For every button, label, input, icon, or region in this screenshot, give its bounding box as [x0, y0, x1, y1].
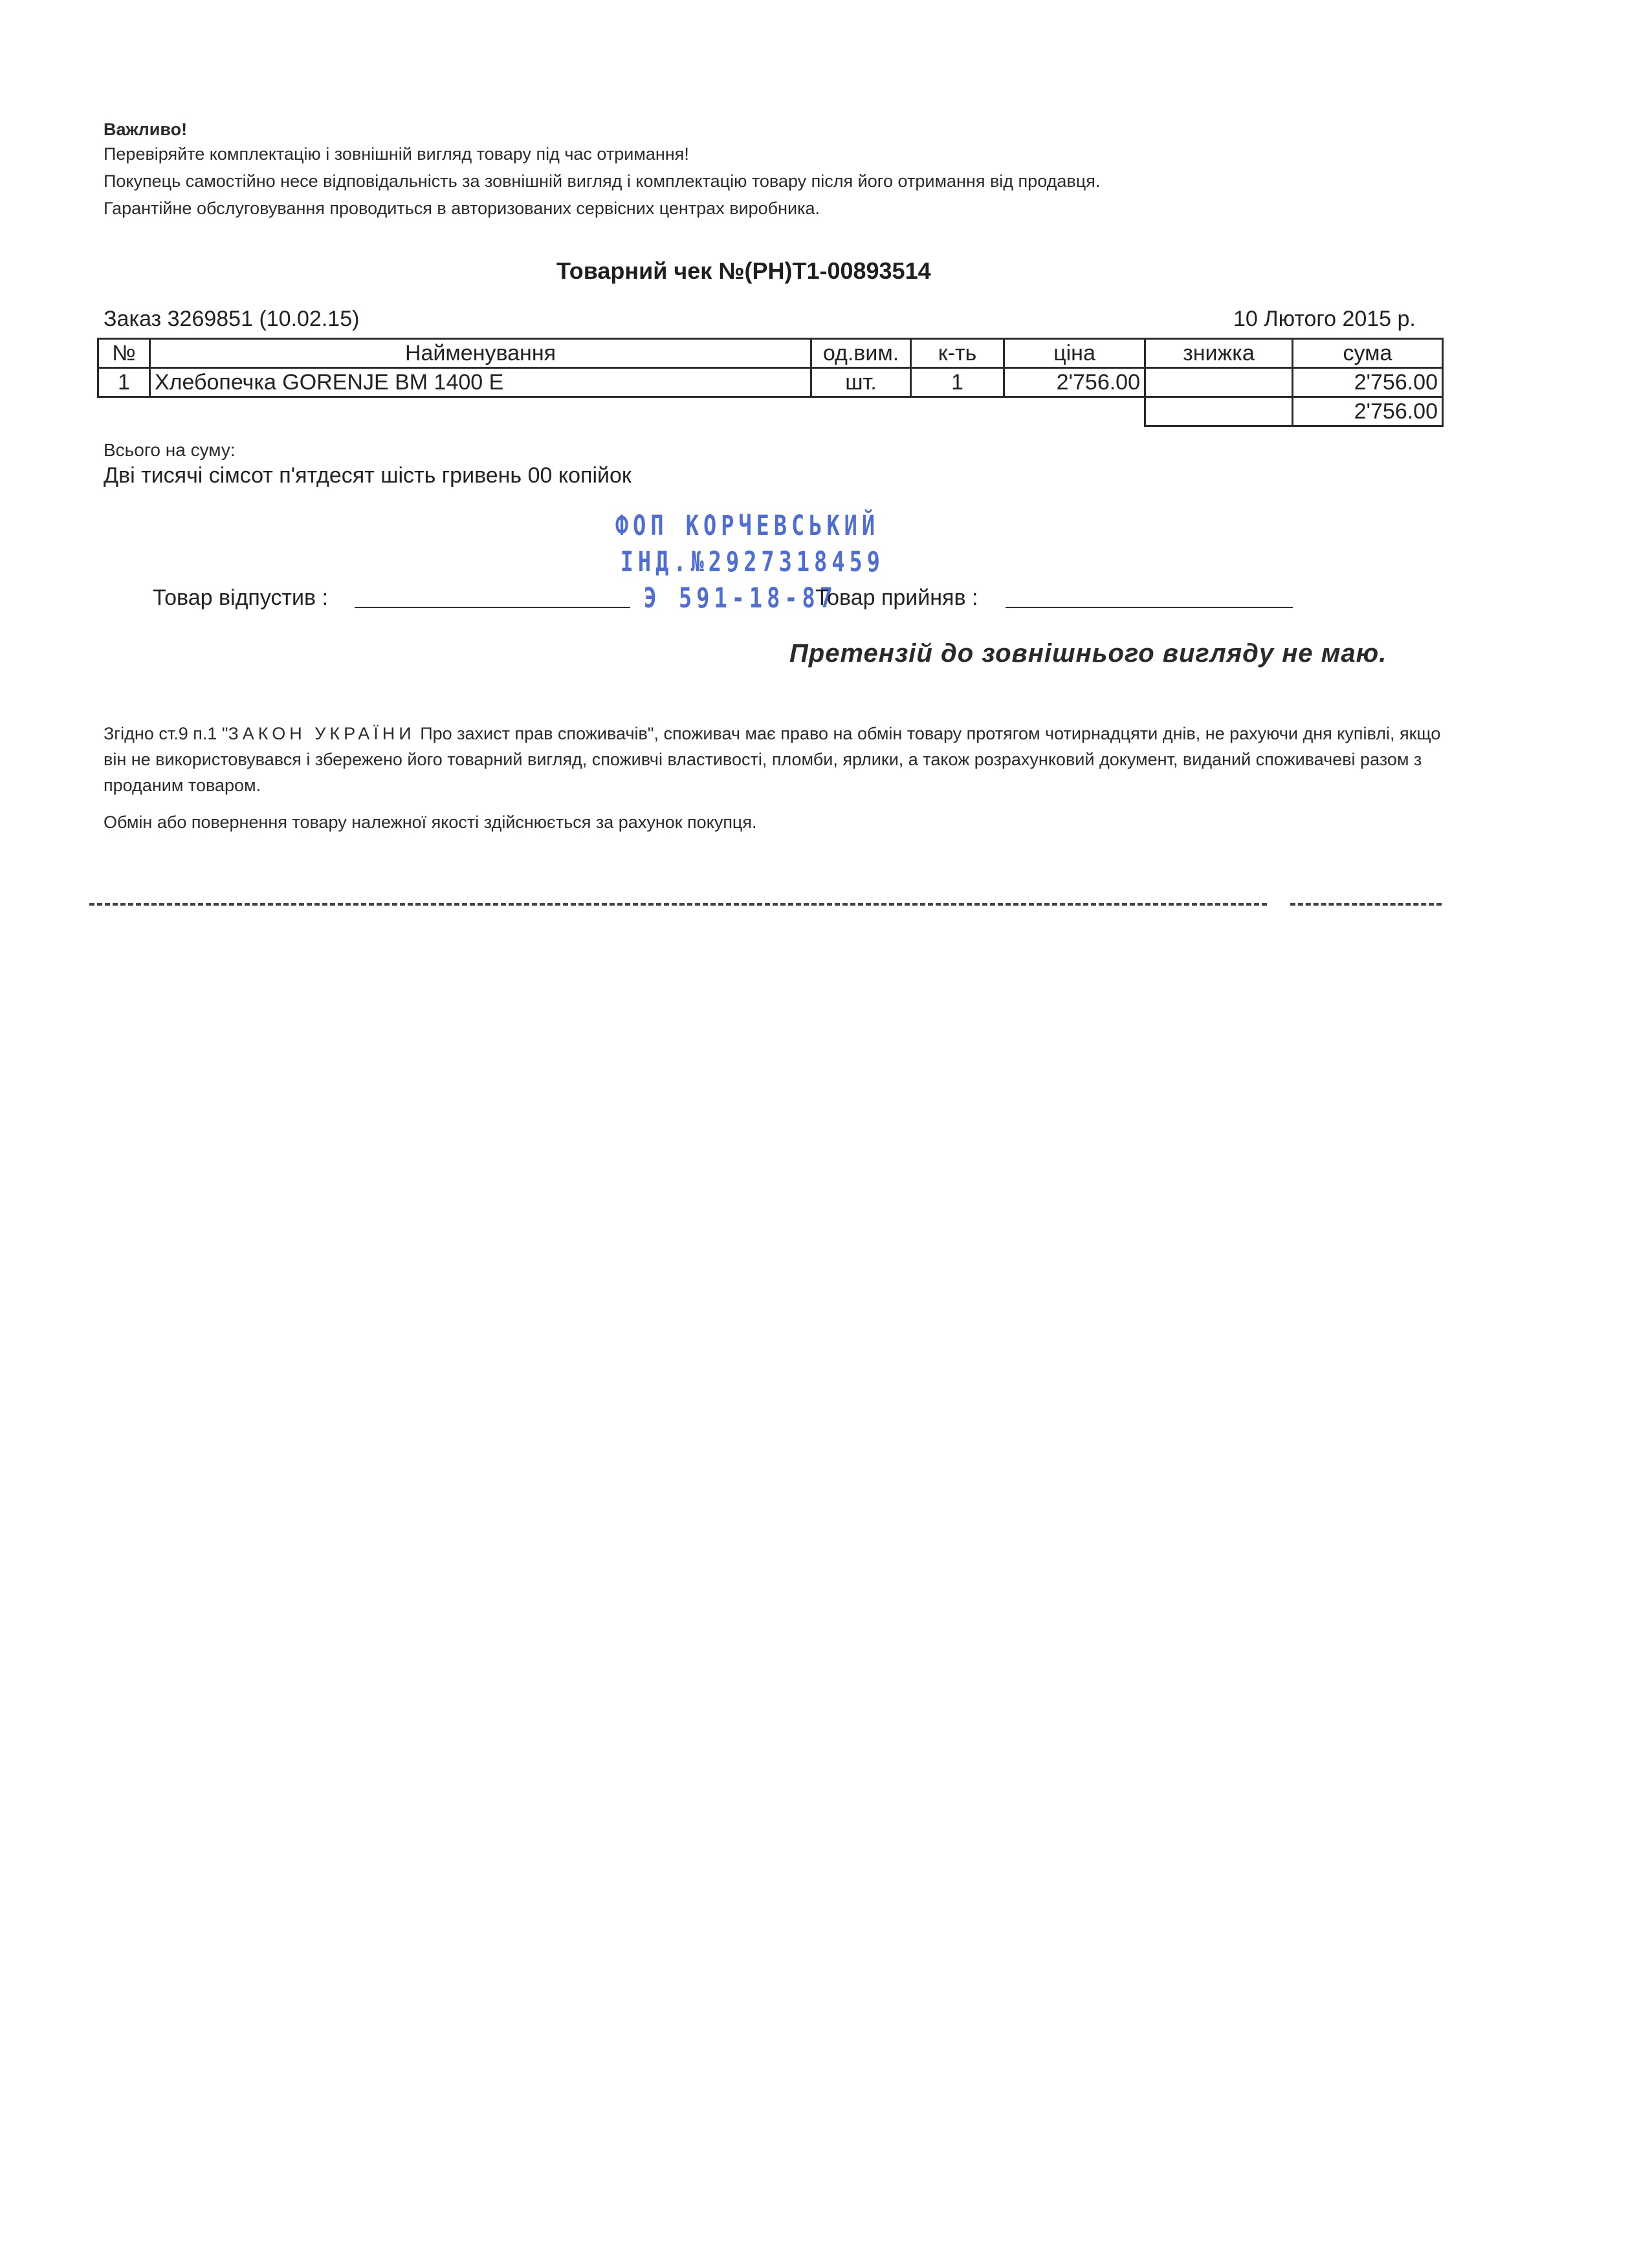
cut-line — [89, 903, 1267, 906]
row-unit: шт. — [811, 368, 911, 397]
header-num: № — [98, 339, 150, 368]
stamp-line-3: Э 591-18-87 — [643, 582, 837, 615]
total-sum: 2'756.00 — [1293, 397, 1443, 426]
table-header-row — [98, 339, 1443, 368]
important-line-1: Перевіряйте комплектацію і зовнішній вигляд товару під час отримання! — [104, 144, 689, 164]
receipt-date: 10 Лютого 2015 р. — [1233, 307, 1416, 331]
stamp-line-1: ФОП КОРЧЕВСЬКИЙ — [615, 510, 880, 542]
header-discount: знижка — [1145, 339, 1293, 368]
header-qty: к-ть — [911, 339, 1004, 368]
law-text: Про захист прав споживачів", споживач має право на обмін товару протягом чотирнадцяти днів, не рахуючи дня купівлі, якщо він не використовувався і збережено його товарний вигляд, споживчі властивості, пломби, ярлики, а також розрахунковий документ, виданий споживачеві разом з проданим товаром. — [104, 724, 1441, 795]
total-label: Всього на суму: — [104, 440, 236, 460]
received-label: Товар прийняв : — [815, 585, 978, 610]
important-line-2: Покупець самостійно несе відповідальність за зовнішній вигляд і комплектацію товару після його отримання від продавця. — [104, 171, 1101, 191]
header-unit: од.вим. — [811, 339, 911, 368]
row-sum: 2'756.00 — [1293, 368, 1443, 397]
received-signature-line — [1006, 607, 1293, 608]
law-title: ЗАКОН УКРАЇНИ — [228, 724, 415, 743]
items-table — [97, 338, 1444, 427]
header-sum: сума — [1293, 339, 1443, 368]
total-in-words: Дві тисячі сімсот п'ятдесят шість гривень 00 копійок — [104, 463, 632, 488]
consumer-law-paragraph — [104, 721, 1443, 798]
important-title: Важливо! — [104, 120, 188, 139]
receipt-title: Товарний чек №(РН)Т1-00893514 — [556, 257, 931, 284]
header-name: Найменування — [150, 339, 811, 368]
row-discount — [1145, 368, 1293, 397]
released-label: Товар відпустив : — [153, 585, 328, 610]
row-qty: 1 — [911, 368, 1004, 397]
law-prefix: Згідно ст.9 п.1 " — [104, 724, 228, 743]
table-total-row — [98, 397, 1443, 426]
cut-line-segment — [1290, 903, 1442, 906]
no-claims-statement: Претензій до зовнішнього вигляду не маю. — [789, 639, 1387, 668]
header-price: ціна — [1004, 339, 1145, 368]
total-discount — [1145, 397, 1293, 426]
table-row — [98, 368, 1443, 397]
important-line-3: Гарантійне обслуговування проводиться в авторизованих сервісних центрах виробника. — [104, 199, 820, 218]
row-num: 1 — [98, 368, 150, 397]
order-number: Заказ 3269851 (10.02.15) — [104, 307, 360, 331]
stamp-line-2: ІНД.№2927318459 — [620, 546, 885, 578]
exchange-note: Обмін або повернення товару належної якості здійснюється за рахунок покупця. — [104, 812, 757, 832]
released-signature-line — [355, 607, 630, 608]
row-price: 2'756.00 — [1004, 368, 1145, 397]
row-name: Хлебопечка GORENJE BM 1400 E — [150, 368, 811, 397]
